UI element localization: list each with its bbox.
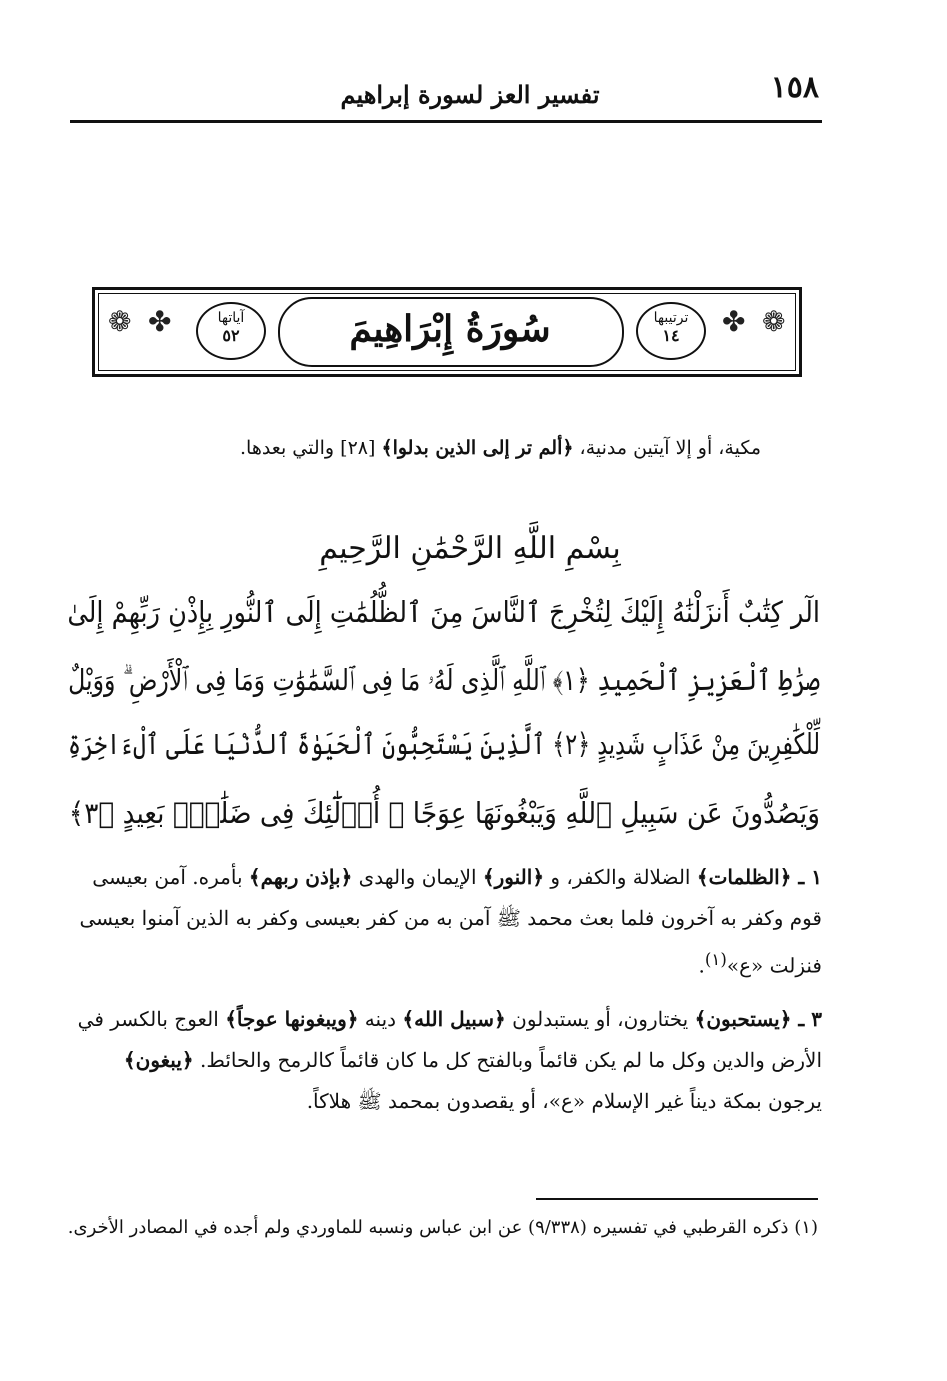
commentary-text: الضلالة والكفر، و: [544, 865, 697, 889]
arabesque-ornament-icon: ❁: [108, 305, 132, 338]
surah-order-value: ١٤: [662, 326, 680, 345]
header-rule: [70, 120, 822, 123]
commentary-term: ﴿ويبغونها عوجاً﴾: [225, 1007, 359, 1031]
commentary-text: بأمره. آمن بعيسى قوم وكفر به آخرون فلما بعث محمد ﷺ آمن به من كفر بعيسى وكفر به الذين آمنوا بعيسى فنزلت «ع»: [79, 865, 822, 978]
commentary-text: .: [698, 953, 705, 978]
commentary-term: ﴿يستحبون﴾: [694, 1007, 792, 1031]
footnote: (١) ذكره القرطبي في تفسيره (٩/٣٣٨) عن ابن عباس ونسبه للماوردي ولم أجده في المصادر الأخرى.: [67, 1217, 818, 1238]
basmala: بِسْمِ اللَّهِ الرَّحْمَٰنِ الرَّحِيمِ: [319, 531, 621, 566]
surah-order-medallion: [636, 302, 706, 360]
commentary-paragraph: [70, 999, 822, 1122]
commentary-text: العوج بالكسر في الأرض والدين وكل ما لم يكن قائماً وبالفتح كل ما كان قائماً كالرمح والحائط.: [77, 1007, 822, 1072]
commentary-term: ﴿سبيل الله﴾: [402, 1007, 506, 1031]
surah-intro: [86, 432, 761, 464]
surah-verses-medallion: [196, 302, 266, 360]
page-number: ١٥٨: [770, 70, 819, 105]
commentary-text: يرجون بمكة ديناً غير الإسلام «ع»، أو يقصدون بمحمد ﷺ هلاكاً.: [306, 1089, 822, 1113]
quran-line: صِرَٰطِ ٱلْعَزِيزِ ٱلْحَمِيدِ ﴿١﴾ ٱللَّهِ ٱلَّذِى لَهُۥ مَا فِى ٱلسَّمَٰوَٰتِ وَمَا فِى ٱلْأَرْضِ ۗ وَوَيْلٌ: [68, 663, 820, 697]
commentary-number: ٣ ـ: [791, 1007, 822, 1031]
commentary-paragraph: [70, 857, 822, 987]
footnote-reference[interactable]: (١): [704, 950, 727, 969]
surah-verses-value: ٥٢: [222, 326, 240, 345]
commentary-term: ﴿بإذن ربهم﴾: [248, 865, 353, 889]
running-title: تفسير العز لسورة إبراهيم: [340, 80, 600, 109]
intro-quote: ﴿ألم تر إلى الذين بدلوا﴾: [381, 437, 574, 459]
commentary-term: ﴿الظلمات﴾: [696, 865, 792, 889]
commentary-text: دينه: [358, 1007, 403, 1031]
commentary-text: الإيمان والهدى: [352, 865, 483, 889]
arabesque-ornament-icon: ✤: [722, 305, 746, 338]
quran-line: الٓر كِتَٰبٌ أَنزَلْنَٰهُ إِلَيْكَ لِتُخْرِجَ ٱلنَّاسَ مِنَ ٱلظُّلُمَٰتِ إِلَى ٱلنُّورِ بِإِذْنِ رَبِّهِمْ إِلَىٰ: [67, 595, 820, 629]
commentary-term: ﴿النور﴾: [482, 865, 545, 889]
quran-line: وَيَصُدُّونَ عَن سَبِيلِ ٱللَّهِ وَيَبْغُونَهَا عِوَجًا ۚ أُو۟لَٰٓئِكَ فِى ضَلَٰلٍۭ بَعِيدٍ ﴿٣﴾: [68, 796, 820, 830]
quran-line: لِّلْكَٰفِرِينَ مِنْ عَذَابٍ شَدِيدٍ ﴿٢﴾ ٱلَّذِينَ يَسْتَحِبُّونَ ٱلْحَيَوٰةَ ٱلدُّنْيَا عَلَى ٱلْءَاخِرَةِ: [67, 727, 820, 761]
footnote-rule: [536, 1198, 818, 1200]
commentary-text: يختارون، أو يستبدلون: [505, 1007, 695, 1031]
surah-title: سُورَةُ إِبْرَاهِيمَ: [349, 308, 551, 350]
arabesque-ornament-icon: ✤: [148, 305, 172, 338]
commentary-number: ١ ـ: [791, 865, 822, 889]
surah-order-label: ترتيبها: [653, 310, 689, 326]
commentary-term: ﴿يبغون﴾: [123, 1048, 194, 1072]
intro-text: [٢٨] والتي بعدها.: [239, 437, 382, 459]
surah-verses-label: آياتها: [217, 310, 245, 326]
arabesque-ornament-icon: ❁: [762, 305, 786, 338]
intro-text: مكية، أو إلا آيتين مدنية،: [573, 437, 761, 459]
